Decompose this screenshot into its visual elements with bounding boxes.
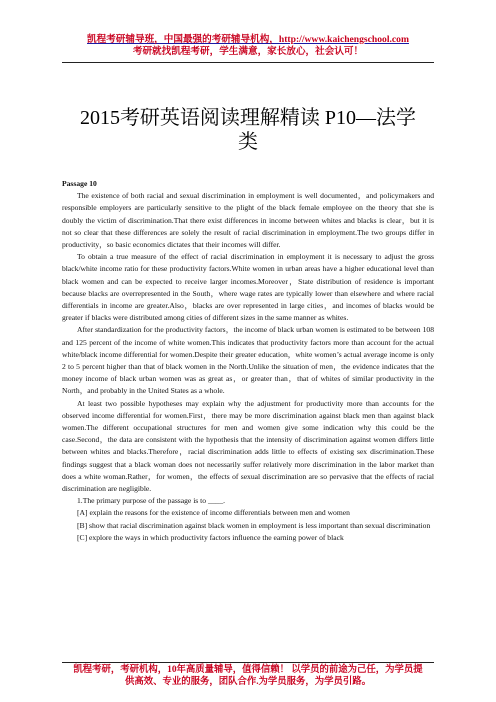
page-header [0, 34, 496, 58]
option-c: [C] explore the ways in which productivity factors influence the earning power of black [77, 532, 344, 542]
passage-body [62, 178, 434, 544]
paragraph-1: The existence of both racial and sexual discrimination in employment is well documented，and policymakers and responsible employers are particularly sensitive to the plight of the black female employee on the theory that she is doubly the victim of discrimination.That there exist differences in income between whites and blacks is clear，but it is not so clear that these differences are solely the result of racial discrimination in employment.The two groups differ in productivity，so basic economics dictates that their incomes will differ. [62, 191, 434, 250]
paragraph-2: To obtain a true measure of the effect of racial discrimination in employment it is necessary to adjust the gross black/white income ratio for these productivity factors.White women in urban areas have a higher educational level than black women and can be expected to receive larger incomes.Moreover，State distribution of residence is important because blacks are overrepresented in the South，where wage rates are typically lower than elsewhere and where racial differentials in income are greater.Also，blacks are over represented in large cities，and incomes of blacks would be greater if blacks were distributed among cities of different sizes in the same manner as whites. [62, 252, 434, 323]
paragraph-3: After standardization for the productivity factors，the income of black urban women is estimated to be between 108 and 125 percent of the income of white women.This indicates that productivity factors more than account for the actual white/black income differential for women.Despite their greater education，white women’s actual average income is only 2 to 5 percent higher than that of black women in the North.Unlike the situation of men，the evidence indicates that the money income of black urban women was as great as，or greater than，that of whites of similar productivity in the North，and probably in the United States as a whole. [62, 325, 434, 396]
option-b: [B] show that racial discrimination against black women in employment is less important than sexual discrimination [77, 520, 431, 530]
document-title: 2015考研英语阅读理解精读 P10—法学类 [79, 107, 417, 153]
header-slogan-line: 考研就找凯程考研，学生满意，家长放心，社会认可！ [132, 46, 364, 57]
page-footer [0, 664, 496, 688]
header-link-line[interactable]: 凯程考研辅导班，中国最强的考研辅导机构，http://www.kaichengschool.com [87, 34, 409, 45]
passage-label: Passage 10 [62, 179, 97, 188]
paragraph-4: At least two possible hypotheses may explain why the adjustment for productivity more than accounts for the observed income differential for women.First，there may be more discrimination against black men than against black women.The different occupational structures for men and women give some indication why this could be the case.Second，the data are consistent with the hypothesis that the intensity of discrimination against women differs little between whites and blacks.Therefore，racial discrimination adds little to effects of existing sex discrimination.These findings suggest that a black woman does not necessarily suffer relatively more discrimination in the labor market than does a white woman.Rather，for women，the effects of sexual discrimination are so pervasive that the effects of racial discrimination are negligible. [62, 398, 434, 494]
option-a: [A] explain the reasons for the existence of income differentials between men and women [77, 508, 350, 518]
footer-divider [62, 662, 434, 663]
header-divider [62, 62, 434, 63]
footer-line-1: 凯程考研，考研机构，10年高质量辅导，值得信赖！ 以学员的前途为己任，为学员提 [73, 665, 423, 675]
footer-line-2: 供高效、专业的服务，团队合作.为学员服务，为学员引路。 [124, 677, 372, 687]
question-stem: 1.The primary purpose of the passage is to ____. [77, 496, 226, 506]
